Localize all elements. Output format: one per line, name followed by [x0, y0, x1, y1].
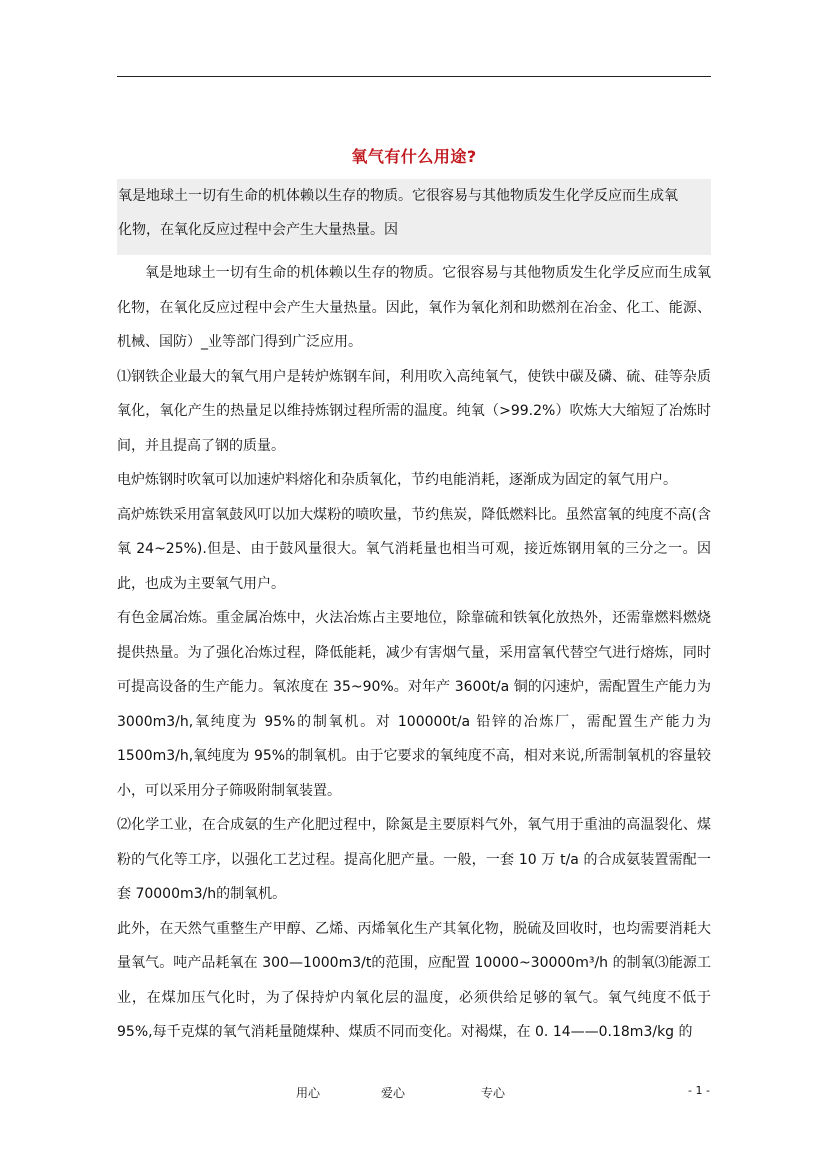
paragraph-energy: 此外，在天然气重整生产甲醇、乙烯、丙烯氧化生产其氧化物，脱硫及回收时，也均需要消耗大量氧气。吨产品耗氧在 300—1000m3/t的范围，应配置 10000~30000m³/h 的制氧⑶能源工业，在煤加压气化时，为了保持炉内氧化层的温度，必须供给足够的氧气。氧气纯度不低于 95%,每千克煤的氧气消耗量随煤种、煤质不同而变化。对褐煤，在 0. 14——0.18m3/kg 的	[117, 920, 711, 1040]
footer-text-right: 专心	[481, 1086, 506, 1100]
paragraph-nonferrous: 有色金属冶炼。重金属冶炼中，火法冶炼占主要地位，除靠硫和铁氧化放热外，还需靠燃料燃烧提供热量。为了强化冶炼过程，降低能耗，减少有害烟气量，采用富氧代替空气进行熔炼，同时可提高设备的生产能力。氧浓度在 35~90%。对年产 3600t/a 铜的闪速炉，需配置生产能力为 3000m3/h,氧纯度为 95%的制氧机。对 100000t/a 铅锌的冶炼厂，需配置生产能力为 1500m3/h,氧纯度为 95%的制氧机。由于它要求的氧纯度不高，相对来说,所需制氧机的容量较小，可以采用分子筛吸附制氧装置。	[117, 610, 711, 799]
footer-text-middle: 爱心	[381, 1086, 406, 1100]
page-footer	[0, 1084, 827, 1104]
footer-text-left: 用心	[296, 1086, 321, 1100]
summary-line: 化物，在氧化反应过程中会产生大量热量。因	[118, 222, 398, 238]
paragraph-chemical: ⑵化学工业，在合成氨的生产化肥过程中，除氮是主要原料气外，氧气用于重油的高温裂化、煤粉的气化等工序，以强化工艺过程。提高化肥产量。一般，一套 10 万 t/a 的合成氨装置需配一套 70000m3/h的制氧机。	[117, 817, 711, 902]
paragraph-intro: 氧是地球土一切有生命的机体赖以生存的物质。它很容易与其他物质发生化学反应而生成氧化物，在氧化反应过程中会产生大量热量。因此，氧作为氧化剂和助燃剂在冶金、化工、能源、机械、国防）_业等部门得到广泛应用。	[117, 265, 711, 350]
header-rule	[117, 76, 711, 77]
page-title: 氧气有什么用途?	[351, 147, 477, 166]
page-number: - 1 -	[688, 1084, 710, 1097]
article-body	[117, 256, 711, 1050]
summary-box	[117, 179, 711, 255]
paragraph-blast-furnace: 高炉炼铁采用富氧鼓风叮以加大煤粉的喷吹量，节约焦炭，降低燃料比。虽然富氧的纯度不高(含氧 24~25%).但是、由于鼓风量很大。氧气消耗量也相当可观，接近炼钢用氧的三分之一。因此，也成为主要氧气用户。	[117, 506, 711, 592]
summary-line: 氧是地球土一切有生命的机体赖以生存的物质。它很容易与其他物质发生化学反应而生成氧	[118, 188, 678, 204]
paragraph-steel: ⑴钢铁企业最大的氧气用户是转炉炼钢车间，利用吹入高纯氧气，使铁中碳及磷、硫、硅等杂质氧化，氧化产生的热量足以维持炼钢过程所需的温度。纯氧（>99.2%）吹炼大大缩短了冶炼时间，并且提高了钢的质量。	[117, 368, 711, 454]
paragraph-electric-furnace: 电炉炼钢时吹氧可以加速炉料熔化和杂质氧化，节约电能消耗，逐渐成为固定的氧气用户。	[117, 472, 677, 488]
